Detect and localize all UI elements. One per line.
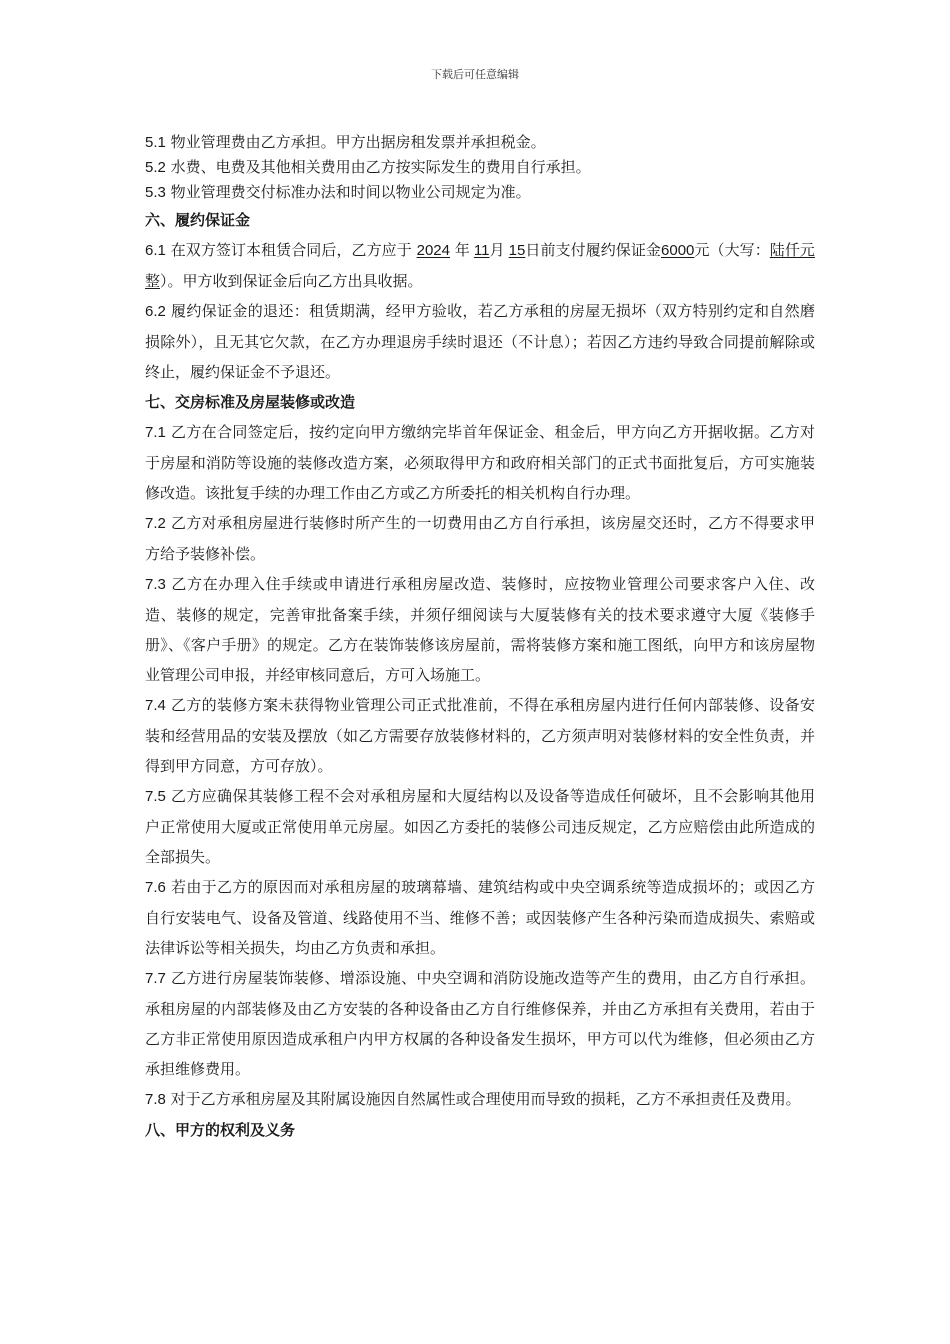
clause-7-8 <box>145 1084 815 1115</box>
clause-number: 5.3 <box>145 184 166 201</box>
clause-text: 履约保证金的退还：租赁期满，经甲方验收，若乙方承租的房屋无损坏（双方特别约定和自然磨损除外），且无其它欠款，在乙方办理退房手续时退还（不计息）；若因乙方违约导致合同提前解除或终止，履约保证金不予退还。 <box>145 302 815 381</box>
clause-text: 乙方对承租房屋进行装修时所产生的一切费用由乙方自行承担，该房屋交还时，乙方不得要求甲方给予装修补偿。 <box>145 514 815 563</box>
clause-number: 5.2 <box>145 159 166 176</box>
clause-text: ）。甲方收到保证金后向乙方出具收据。 <box>160 272 423 290</box>
clause-number: 7.3 <box>145 576 166 593</box>
clause-number: 7.7 <box>145 970 166 987</box>
clause-text: 日前支付履约保证金 <box>525 241 662 259</box>
clause-text: 对于乙方承租房屋及其附属设施因自然属性或合理使用而导致的损耗，乙方不承担责任及费用。 <box>170 1090 801 1108</box>
deposit-day: 15 <box>508 242 526 259</box>
clause-text: 乙方在合同签定后，按约定向甲方缴纳完毕首年保证金、租金后，甲方向乙方开据收据。乙方对于房屋和消防等设施的装修改造方案，必须取得甲方和政府相关部门的正式书面批复后，方可实施装修改造。该批复手续的办理工作由乙方或乙方所委托的相关机构自行办理。 <box>145 423 815 502</box>
section-heading-7: 七、交房标准及房屋装修或改造 <box>145 393 356 411</box>
clause-number: 6.1 <box>145 242 166 259</box>
clause-text: 在双方签订本租赁合同后，乙方应于 <box>170 241 412 259</box>
clause-number: 7.4 <box>145 697 166 714</box>
section-heading-8: 八、甲方的权利及义务 <box>145 1121 296 1139</box>
clause-text: 年 <box>454 241 470 259</box>
clause-number: 7.1 <box>145 424 166 441</box>
clause-5-1 <box>145 130 815 155</box>
deposit-amount: 6000 <box>661 242 695 259</box>
clause-number: 7.2 <box>145 515 166 532</box>
section-heading-6: 六、履约保证金 <box>145 211 251 229</box>
clause-text: 元（大写： <box>694 241 770 259</box>
clause-7-5 <box>145 781 815 872</box>
clause-text: 月 <box>489 241 505 259</box>
clause-7-3 <box>145 569 815 690</box>
clause-7-2 <box>145 508 815 569</box>
clause-number: 7.5 <box>145 788 166 805</box>
clause-7-1 <box>145 417 815 508</box>
clause-text: 乙方的装修方案未获得物业管理公司正式批准前，不得在承租房屋内进行任何内部装修、设备安装和经营用品的安装及摆放（如乙方需要存放装修材料的，乙方须声明对装修材料的安全性负责，并得到甲方同意，方可存放）。 <box>145 696 815 775</box>
clause-text: 乙方进行房屋装饰装修、增添设施、中央空调和消防设施改造等产生的费用，由乙方自行承担。承租房屋的内部装修及由乙方安装的各种设备由乙方自行维修保养，并由乙方承担有关费用，若由于乙方非正常使用原因造成承租户内甲方权属的各种设备发生损坏，甲方可以代为维修，但必须由乙方承担维修费用。 <box>145 969 815 1078</box>
clause-text: 乙方在办理入住手续或申请进行承租房屋改造、装修时，应按物业管理公司要求客户入住、改造、装修的规定，完善审批备案手续，并须仔细阅读与大厦装修有关的技术要求遵守大厦《装修手册》、《客户手册》的规定。乙方在装饰装修该房屋前，需将装修方案和施工图纸，向甲方和该房屋物业管理公司申报，并经审核同意后，方可入场施工。 <box>145 575 815 684</box>
clause-text: 水费、电费及其他相关费用由乙方按实际发生的费用自行承担。 <box>170 158 591 176</box>
clause-7-6 <box>145 872 815 963</box>
clause-number: 7.8 <box>145 1091 166 1108</box>
clause-text: 物业管理费由乙方承担。甲方出据房租发票并承担税金。 <box>170 133 546 151</box>
clause-5-2 <box>145 155 815 180</box>
clause-7-7 <box>145 963 815 1084</box>
deposit-month: 11 <box>473 242 490 259</box>
clause-number: 5.1 <box>145 134 166 151</box>
clause-5-3 <box>145 180 815 205</box>
clause-text: 物业管理费交付标准办法和时间以物业公司规定为准。 <box>170 183 531 201</box>
clause-number: 6.2 <box>145 303 166 320</box>
clause-text: 若由于乙方的原因而对承租房屋的玻璃幕墙、建筑结构或中央空调系统等造成损坏的；或因乙方自行安装电气、设备及管道、线路使用不当、维修不善；或因装修产生各种污染而造成损失、索赔或法律诉讼等相关损失，均由乙方负责和承担。 <box>145 878 815 957</box>
clause-number: 7.6 <box>145 879 166 896</box>
clause-6-2 <box>145 296 815 387</box>
page-header: 下载后可任意编辑 <box>431 68 519 81</box>
clause-6-1 <box>145 235 815 296</box>
clause-text: 乙方应确保其装修工程不会对承租房屋和大厦结构以及设备等造成任何破坏，且不会影响其他用户正常使用大厦或正常使用单元房屋。如因乙方委托的装修公司违反规定，乙方应赔偿由此所造成的全部损失。 <box>145 787 815 866</box>
deposit-year: 2024 <box>416 242 450 259</box>
clause-7-4 <box>145 690 815 781</box>
deposit-amount-chinese: 陆仟元整 <box>145 241 815 290</box>
document-body <box>145 130 815 1145</box>
